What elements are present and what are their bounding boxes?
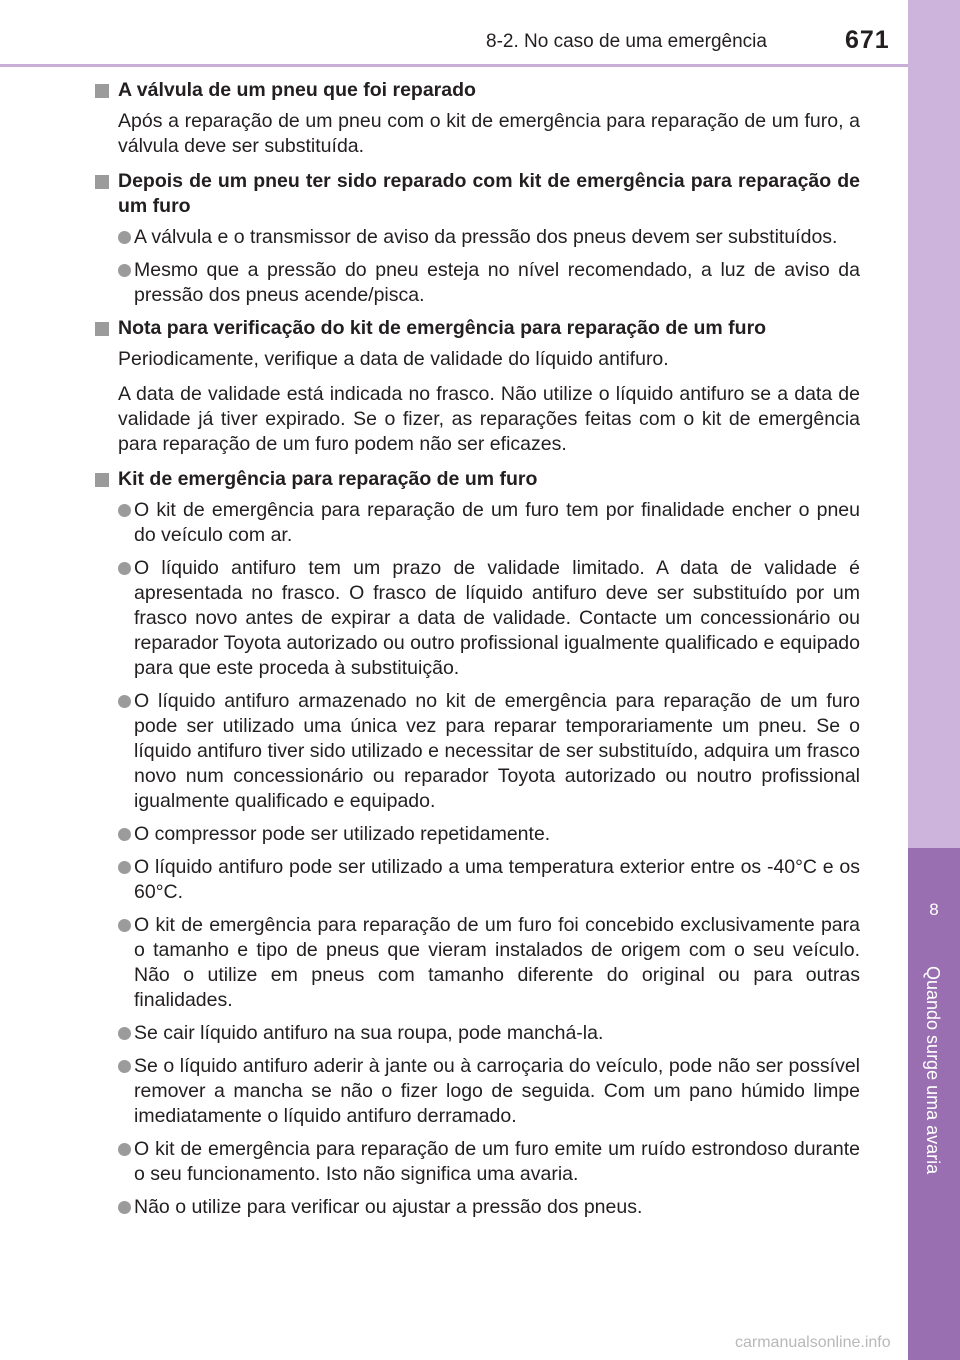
list-item-text: O kit de emergência para reparação de um furo tem por finalidade encher o pneu do veículo com ar. bbox=[134, 499, 860, 546]
circle-bullet-icon bbox=[118, 695, 131, 708]
circle-bullet-icon bbox=[118, 562, 131, 575]
list-item bbox=[94, 1021, 860, 1046]
paragraph: Após a reparação de um pneu com o kit de emergência para reparação de um furo, a válvula deve ser substituída. bbox=[118, 110, 860, 157]
square-bullet-icon bbox=[95, 322, 109, 336]
chapter-number: 8 bbox=[929, 900, 939, 919]
list-item-text: A válvula e o transmissor de aviso da pressão dos pneus devem ser substituídos. bbox=[134, 226, 838, 248]
heading-text: Nota para verificação do kit de emergência para reparação de um furo bbox=[118, 317, 767, 339]
page-content bbox=[94, 78, 860, 1228]
list-item bbox=[94, 225, 860, 250]
circle-bullet-icon bbox=[118, 1143, 131, 1156]
paragraph: Periodicamente, verifique a data de validade do líquido antifuro. bbox=[118, 348, 669, 370]
list-item-text: O kit de emergência para reparação de um furo emite um ruído estrondoso durante o seu funcionamento. Isto não significa uma avaria. bbox=[134, 1138, 860, 1185]
circle-bullet-icon bbox=[118, 919, 131, 932]
watermark: carmanualsonline.info bbox=[735, 1334, 891, 1351]
section-heading bbox=[94, 169, 860, 219]
circle-bullet-icon bbox=[118, 1027, 131, 1040]
list-item-text: Se cair líquido antifuro na sua roupa, pode manchá-la. bbox=[134, 1022, 604, 1044]
list-item-text: O líquido antifuro tem um prazo de validade limitado. A data de validade é apresentada no frasco. O frasco de líquido antifuro deve ser substituído por um frasco novo antes de expirar a data de validade. Contacte um concessionário ou reparador Toyota autorizado ou outro profissional igualmente qualificado e equipado para que este proceda à substituição. bbox=[134, 557, 860, 679]
list-item bbox=[94, 1054, 860, 1129]
circle-bullet-icon bbox=[118, 231, 131, 244]
list-item bbox=[94, 822, 860, 847]
square-bullet-icon bbox=[95, 473, 109, 487]
list-item bbox=[94, 855, 860, 905]
section-heading bbox=[94, 78, 860, 103]
heading-text: Depois de um pneu ter sido reparado com kit de emergência para reparação de um furo bbox=[118, 170, 860, 217]
list-item-text: O compressor pode ser utilizado repetidamente. bbox=[134, 823, 551, 845]
paragraph: A data de validade está indicada no frasco. Não utilize o líquido antifuro se a data de validade já tiver expirado. Se o fizer, as reparações feitas com o kit de emergência para reparação de um furo podem não ser eficazes. bbox=[118, 383, 860, 455]
list-item-text: O líquido antifuro pode ser utilizado a uma temperatura exterior entre os -40°C e os 60°C. bbox=[134, 856, 860, 903]
chapter-title: Quando surge uma avaria bbox=[923, 966, 943, 1175]
list-item bbox=[94, 556, 860, 681]
list-item bbox=[94, 689, 860, 814]
circle-bullet-icon bbox=[118, 828, 131, 841]
section-heading bbox=[94, 316, 860, 341]
list-item bbox=[94, 1195, 860, 1220]
circle-bullet-icon bbox=[118, 861, 131, 874]
square-bullet-icon bbox=[95, 175, 109, 189]
list-item bbox=[94, 1137, 860, 1187]
list-item-text: O líquido antifuro armazenado no kit de emergência para reparação de um furo pode ser utilizado uma única vez para reparar temporariamente um pneu. Se o líquido antifuro tiver sido utilizado e necessitar de ser substituído, adquira um frasco novo num concessionário ou reparador Toyota autorizado ou noutro profissional igualmente qualificado e equipado. bbox=[134, 690, 860, 812]
circle-bullet-icon bbox=[118, 264, 131, 277]
list-item-text: Não o utilize para verificar ou ajustar a pressão dos pneus. bbox=[134, 1196, 643, 1218]
chapter-tab-box[interactable] bbox=[908, 848, 960, 1360]
section-title: 8-2. No caso de uma emergência bbox=[486, 31, 767, 52]
list-item bbox=[94, 498, 860, 548]
circle-bullet-icon bbox=[118, 1060, 131, 1073]
square-bullet-icon bbox=[95, 84, 109, 98]
page-number: 671 bbox=[845, 26, 890, 54]
list-item bbox=[94, 258, 860, 308]
list-item-text: Se o líquido antifuro aderir à jante ou à carroçaria do veículo, pode não ser possível remover a mancha se não o fizer logo de seguida. Com um pano húmido limpe imediatamente o líquido antifuro derramado. bbox=[134, 1055, 860, 1127]
header-divider bbox=[0, 64, 908, 67]
heading-text: Kit de emergência para reparação de um furo bbox=[118, 468, 538, 490]
list-item bbox=[94, 913, 860, 1013]
heading-text: A válvula de um pneu que foi reparado bbox=[118, 79, 476, 101]
list-item-text: Mesmo que a pressão do pneu esteja no nível recomendado, a luz de aviso da pressão dos pneus acende/pisca. bbox=[134, 259, 860, 306]
list-item-text: O kit de emergência para reparação de um furo foi concebido exclusivamente para o tamanho e tipo de pneus que vieram instalados de origem com o seu veículo. Não o utilize em pneus com tamanho diferente do original ou para outras finalidades. bbox=[134, 914, 860, 1011]
circle-bullet-icon bbox=[118, 1201, 131, 1214]
circle-bullet-icon bbox=[118, 504, 131, 517]
section-heading bbox=[94, 467, 860, 492]
